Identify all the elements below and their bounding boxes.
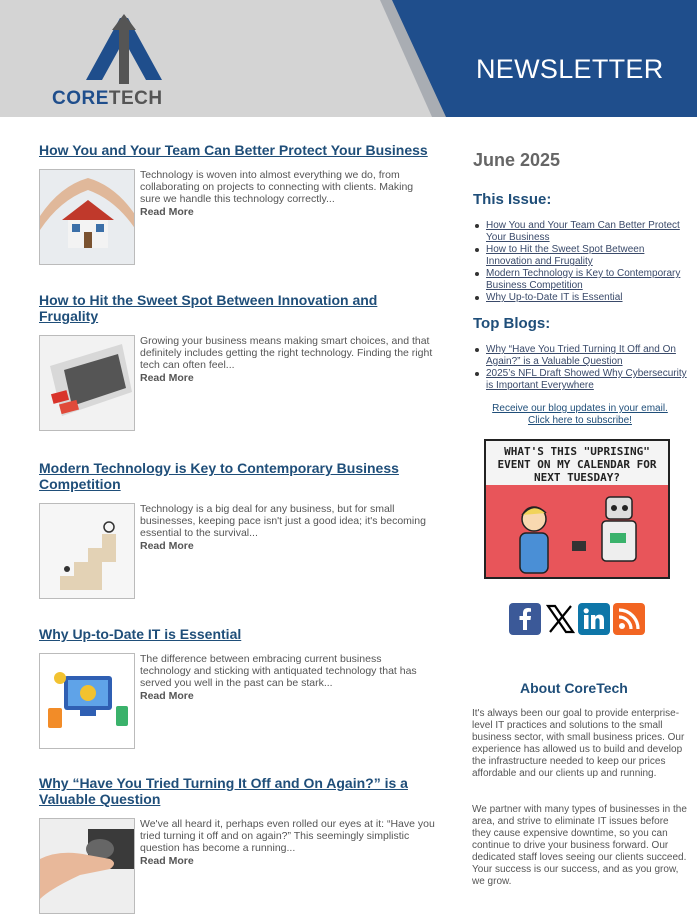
issue-link[interactable]: Why Up-to-Date IT is Essential xyxy=(486,292,691,304)
comic-panel[interactable] xyxy=(484,439,670,579)
article-title-link[interactable]: How to Hit the Sweet Spot Between Innovation and Frugality xyxy=(39,292,378,324)
article-excerpt: We've all heard it, perhaps even rolled our eyes at it: “Have you tried turning it off and on again?” This seemingly simplistic question has become a running... xyxy=(140,818,435,854)
article-thumbnail[interactable] xyxy=(39,653,135,749)
article-card xyxy=(39,775,439,905)
issue-link[interactable]: Modern Technology is Key to Contemporary Business Competition xyxy=(486,268,691,292)
article-excerpt: The difference between embracing current business technology and sticking with antiquated technology that has served you well in the past can be stark... xyxy=(140,653,417,689)
sidebar xyxy=(460,117,697,904)
article-title-link[interactable]: Why Up-to-Date IT is Essential xyxy=(39,626,242,642)
top-blogs-list xyxy=(486,344,691,392)
rss-icon[interactable] xyxy=(613,603,645,635)
article-title-link[interactable]: How You and Your Team Can Better Protect Your Business xyxy=(39,142,428,158)
this-issue-list xyxy=(486,220,691,304)
article-card xyxy=(39,626,439,756)
article-title-link[interactable]: Modern Technology is Key to Contemporary Business Competition xyxy=(39,460,399,492)
read-more-link[interactable]: Read More xyxy=(140,540,194,552)
article-excerpt: Technology is woven into almost everything we do, from collaborating on projects to connecting with clients. Making sure we handle this technology correctly... xyxy=(140,169,414,205)
articles-column xyxy=(0,117,460,904)
subscribe-link[interactable]: Receive our blog updates in your email. Click here to subscribe! xyxy=(492,403,668,426)
read-more-link[interactable]: Read More xyxy=(140,206,194,218)
read-more-link[interactable]: Read More xyxy=(140,372,194,384)
coretech-logo-icon xyxy=(84,12,164,88)
about-paragraph: We partner with many types of businesses in the area, and strive to eliminate IT issues before they cause expensive downtime, so you can continue to drive your business forward. Our dedicated staff loves seeing our clients succeed. Your success is our success, and as you grow, we grow. xyxy=(472,804,687,887)
article-card xyxy=(39,142,439,272)
comic-caption: WHAT'S THIS "UPRISING" EVENT ON MY CALENDAR FOR NEXT TUESDAY? xyxy=(497,445,657,484)
read-more-link[interactable]: Read More xyxy=(140,690,194,702)
newsletter-header xyxy=(0,0,697,117)
about-heading: About CoreTech xyxy=(520,680,628,696)
article-card xyxy=(39,292,439,442)
x-icon[interactable] xyxy=(544,603,576,635)
newsletter-banner-title: NEWSLETTER xyxy=(476,54,664,84)
blog-link[interactable]: Why “Have You Tried Turning It Off and On Again?” is a Valuable Question xyxy=(486,344,691,368)
article-title-link[interactable]: Why “Have You Tried Turning It Off and On Again?” is a Valuable Question xyxy=(39,775,408,807)
issue-month: June 2025 xyxy=(473,150,561,170)
article-thumbnail[interactable] xyxy=(39,169,135,265)
issue-link[interactable]: How You and Your Team Can Better Protect Your Business xyxy=(486,220,691,244)
article-excerpt: Growing your business means making smart choices, and that definitely includes getting the right technology. Finding the right tech can often feel... xyxy=(140,335,433,371)
article-excerpt: Technology is a big deal for any business, but for small businesses, keeping pace isn't just a good idea; it's becoming essential to the survival... xyxy=(140,503,426,539)
issue-link[interactable]: How to Hit the Sweet Spot Between Innovation and Frugality xyxy=(486,244,691,268)
top-blogs-heading: Top Blogs: xyxy=(473,315,551,332)
article-thumbnail[interactable] xyxy=(39,503,135,599)
article-thumbnail[interactable] xyxy=(39,335,135,431)
read-more-link[interactable]: Read More xyxy=(140,855,194,867)
facebook-icon[interactable] xyxy=(509,603,541,635)
linkedin-icon[interactable] xyxy=(578,603,610,635)
this-issue-heading: This Issue: xyxy=(473,191,552,208)
article-thumbnail[interactable] xyxy=(39,818,135,914)
brand-wordmark: CORETECH xyxy=(52,88,163,109)
comic-illustration xyxy=(486,485,668,577)
article-card xyxy=(39,460,439,610)
blog-link[interactable]: 2025’s NFL Draft Showed Why Cybersecurity is Important Everywhere xyxy=(486,368,691,392)
about-paragraph: It's always been our goal to provide enterprise-level IT practices and solutions to the small business sector, with small business prices. Our experience has allowed us to build and develop the infrastructure needed to keep our prices affordable and our clients up and running. xyxy=(472,708,685,779)
